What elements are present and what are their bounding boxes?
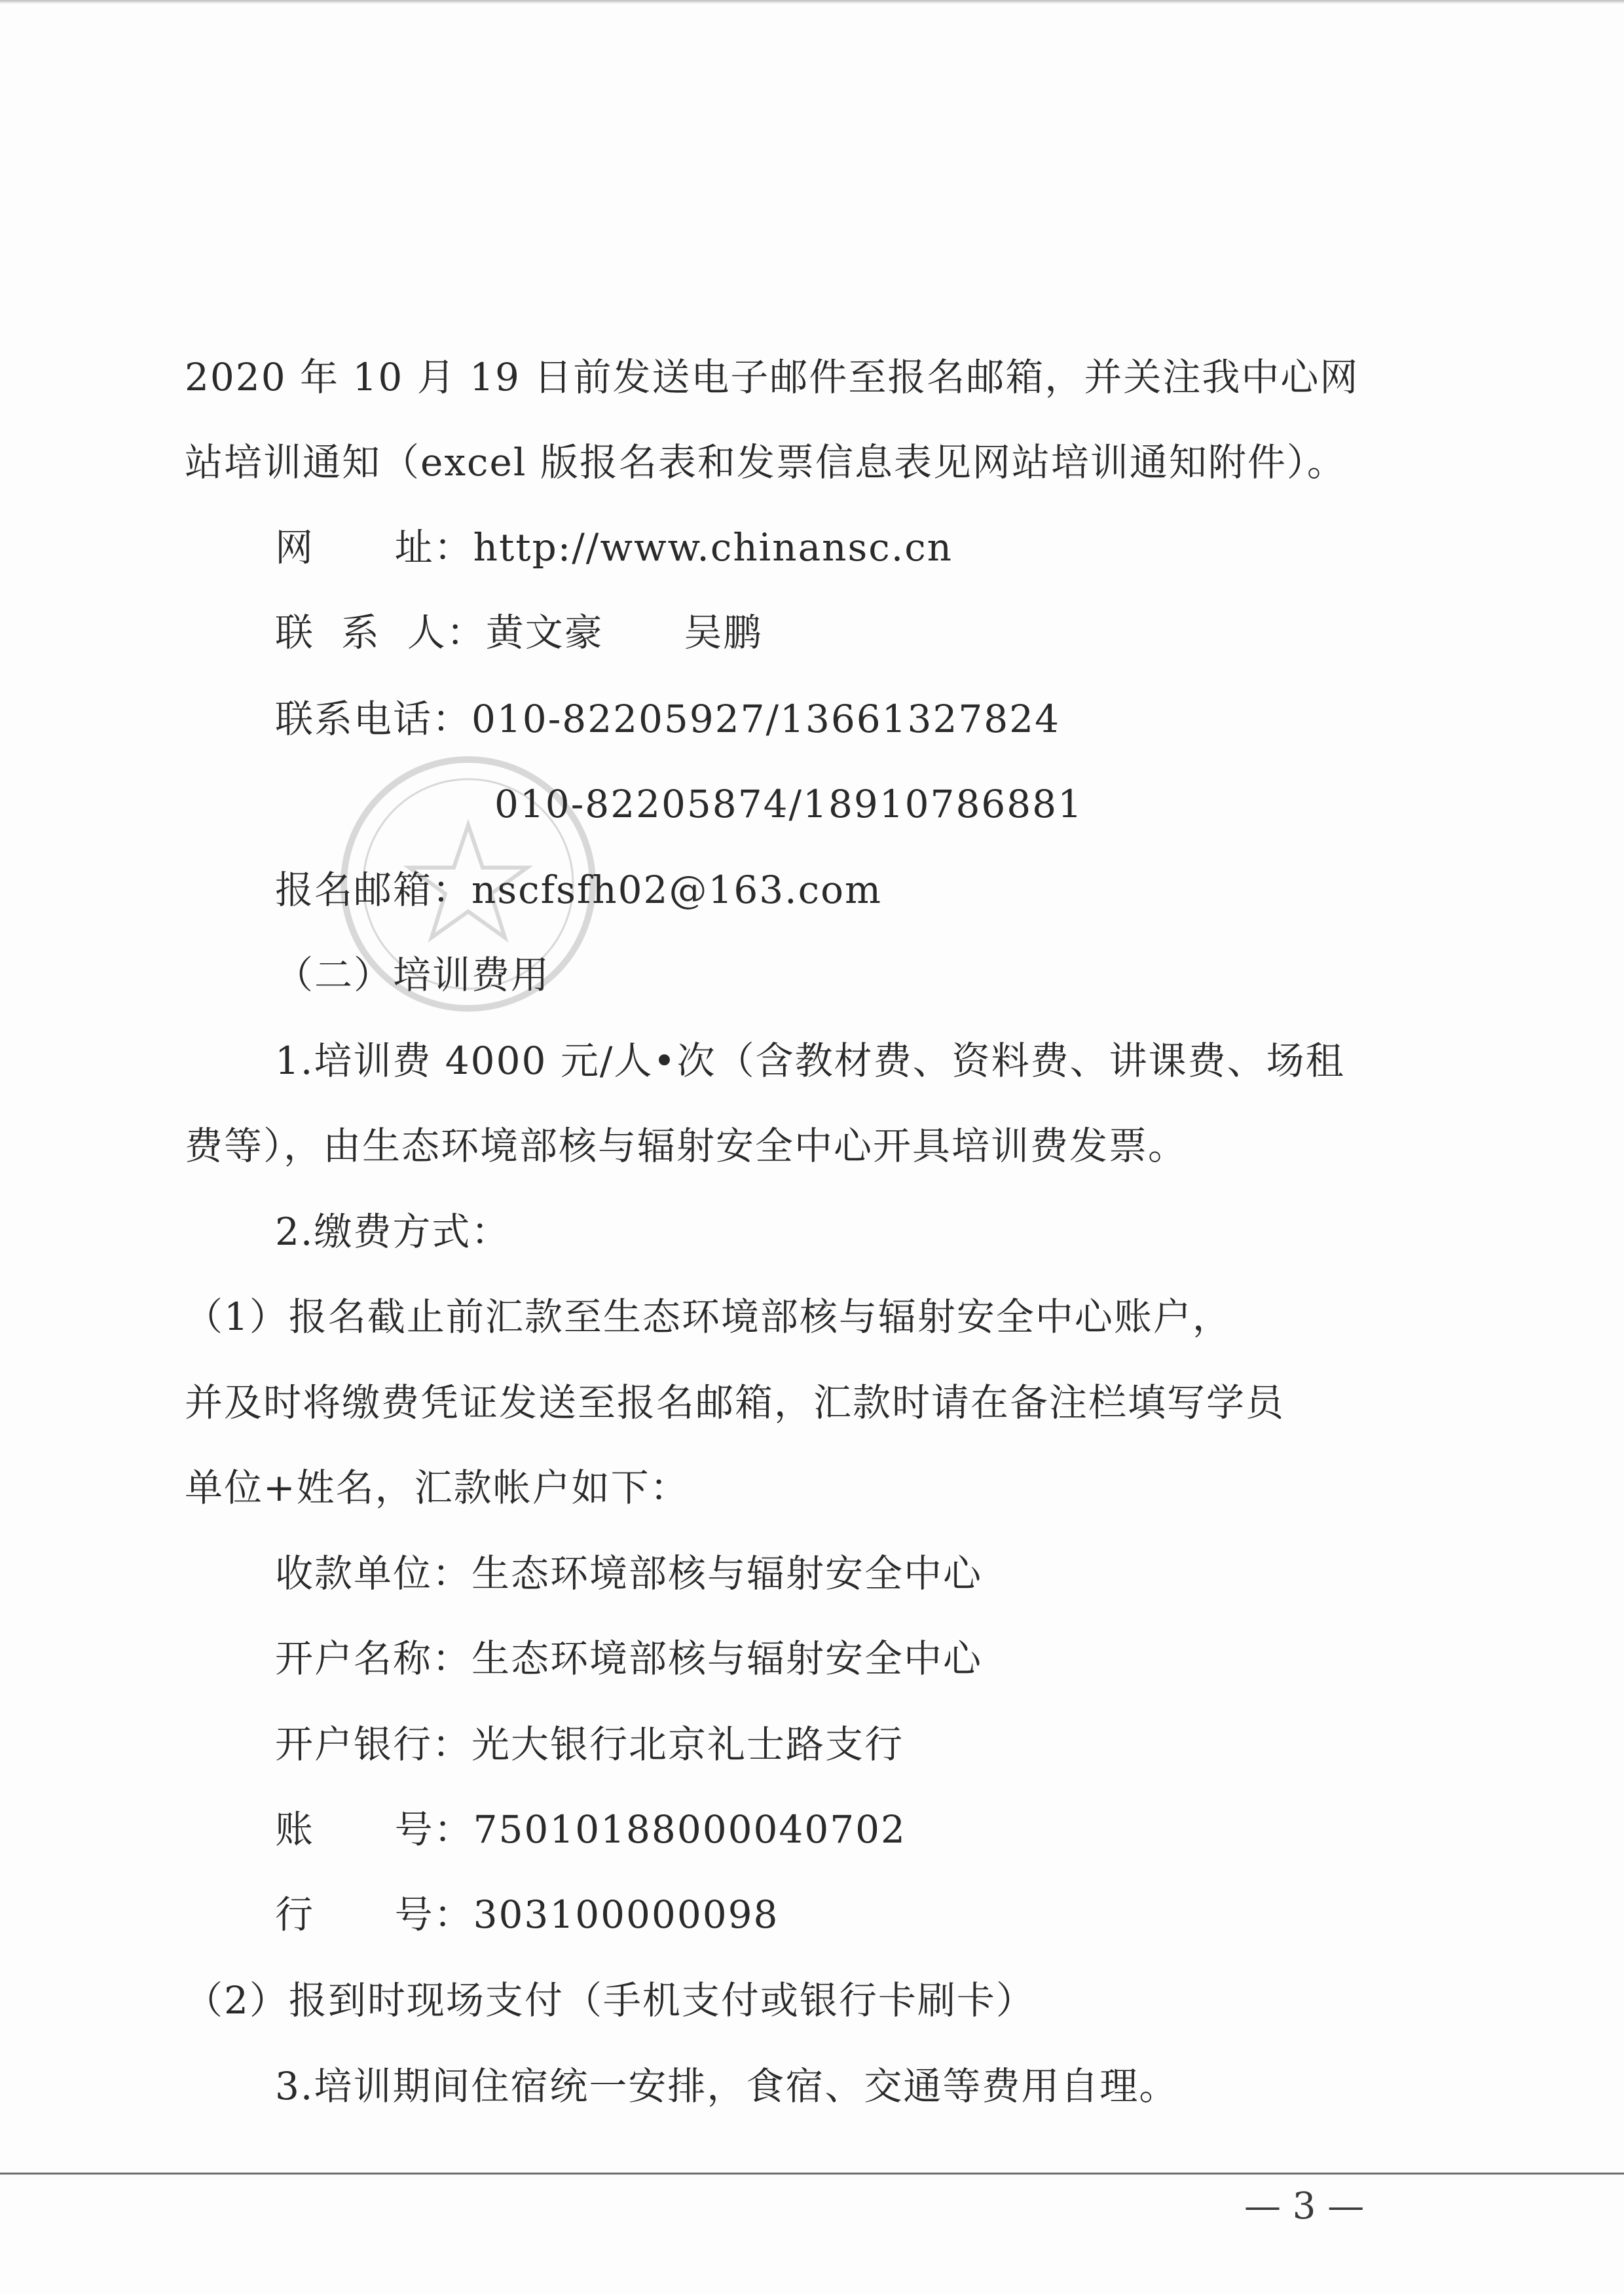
website-line: 网 址：http://www.chinansc.cn xyxy=(275,525,953,570)
fee-item-1-line-1: 1.培训费 4000 元/人•次（含教材费、资料费、讲课费、场租 xyxy=(275,1038,1345,1083)
page-number: — 3 — xyxy=(1244,2185,1365,2228)
accommodation-line: 3.培训期间住宿统一安排，食宿、交通等费用自理。 xyxy=(275,2064,1179,2108)
phone-line-2: 010-82205874/18910786881 xyxy=(494,782,1083,826)
bank-code-line: 行 号：303100000098 xyxy=(275,1892,779,1937)
payment-option-1-line-2: 并及时将缴费凭证发送至报名邮箱，汇款时请在备注栏填写学员 xyxy=(185,1380,1285,1425)
payment-option-1-line-3: 单位+姓名，汇款帐户如下： xyxy=(185,1465,690,1510)
bank-line: 开户银行：光大银行北京礼士路支行 xyxy=(275,1722,904,1767)
scan-edge-shadow xyxy=(0,0,1624,4)
payment-option-2-line: （2）报到时现场支付（手机支付或银行卡刷卡） xyxy=(185,1978,1035,2023)
phone-line-1: 联系电话：010-82205927/13661327824 xyxy=(275,697,1060,741)
fee-item-1-line-2: 费等），由生态环境部核与辐射安全中心开具培训费发票。 xyxy=(185,1124,1188,1168)
account-number-line: 账 号：75010188000040702 xyxy=(275,1807,906,1852)
payee-unit-line: 收款单位：生态环境部核与辐射安全中心 xyxy=(275,1551,983,1596)
contact-person-line: 联 系 人：黄文豪 吴鹏 xyxy=(275,610,763,655)
account-name-line: 开户名称：生态环境部核与辐射安全中心 xyxy=(275,1636,983,1681)
body-line-2: 站培训通知（excel 版报名表和发票信息表见网站培训通知附件）。 xyxy=(185,440,1346,485)
section-heading-fees: （二）培训费用 xyxy=(275,953,551,997)
footer-divider xyxy=(0,2173,1624,2175)
email-line: 报名邮箱：nscfsfh02@163.com xyxy=(275,868,882,912)
payment-option-1-line-1: （1）报名截止前汇款至生态环境部核与辐射安全中心账户， xyxy=(185,1294,1232,1339)
payment-method-heading: 2.缴费方式： xyxy=(275,1209,511,1254)
body-line-1: 2020 年 10 月 19 日前发送电子邮件至报名邮箱，并关注我中心网 xyxy=(185,355,1359,399)
